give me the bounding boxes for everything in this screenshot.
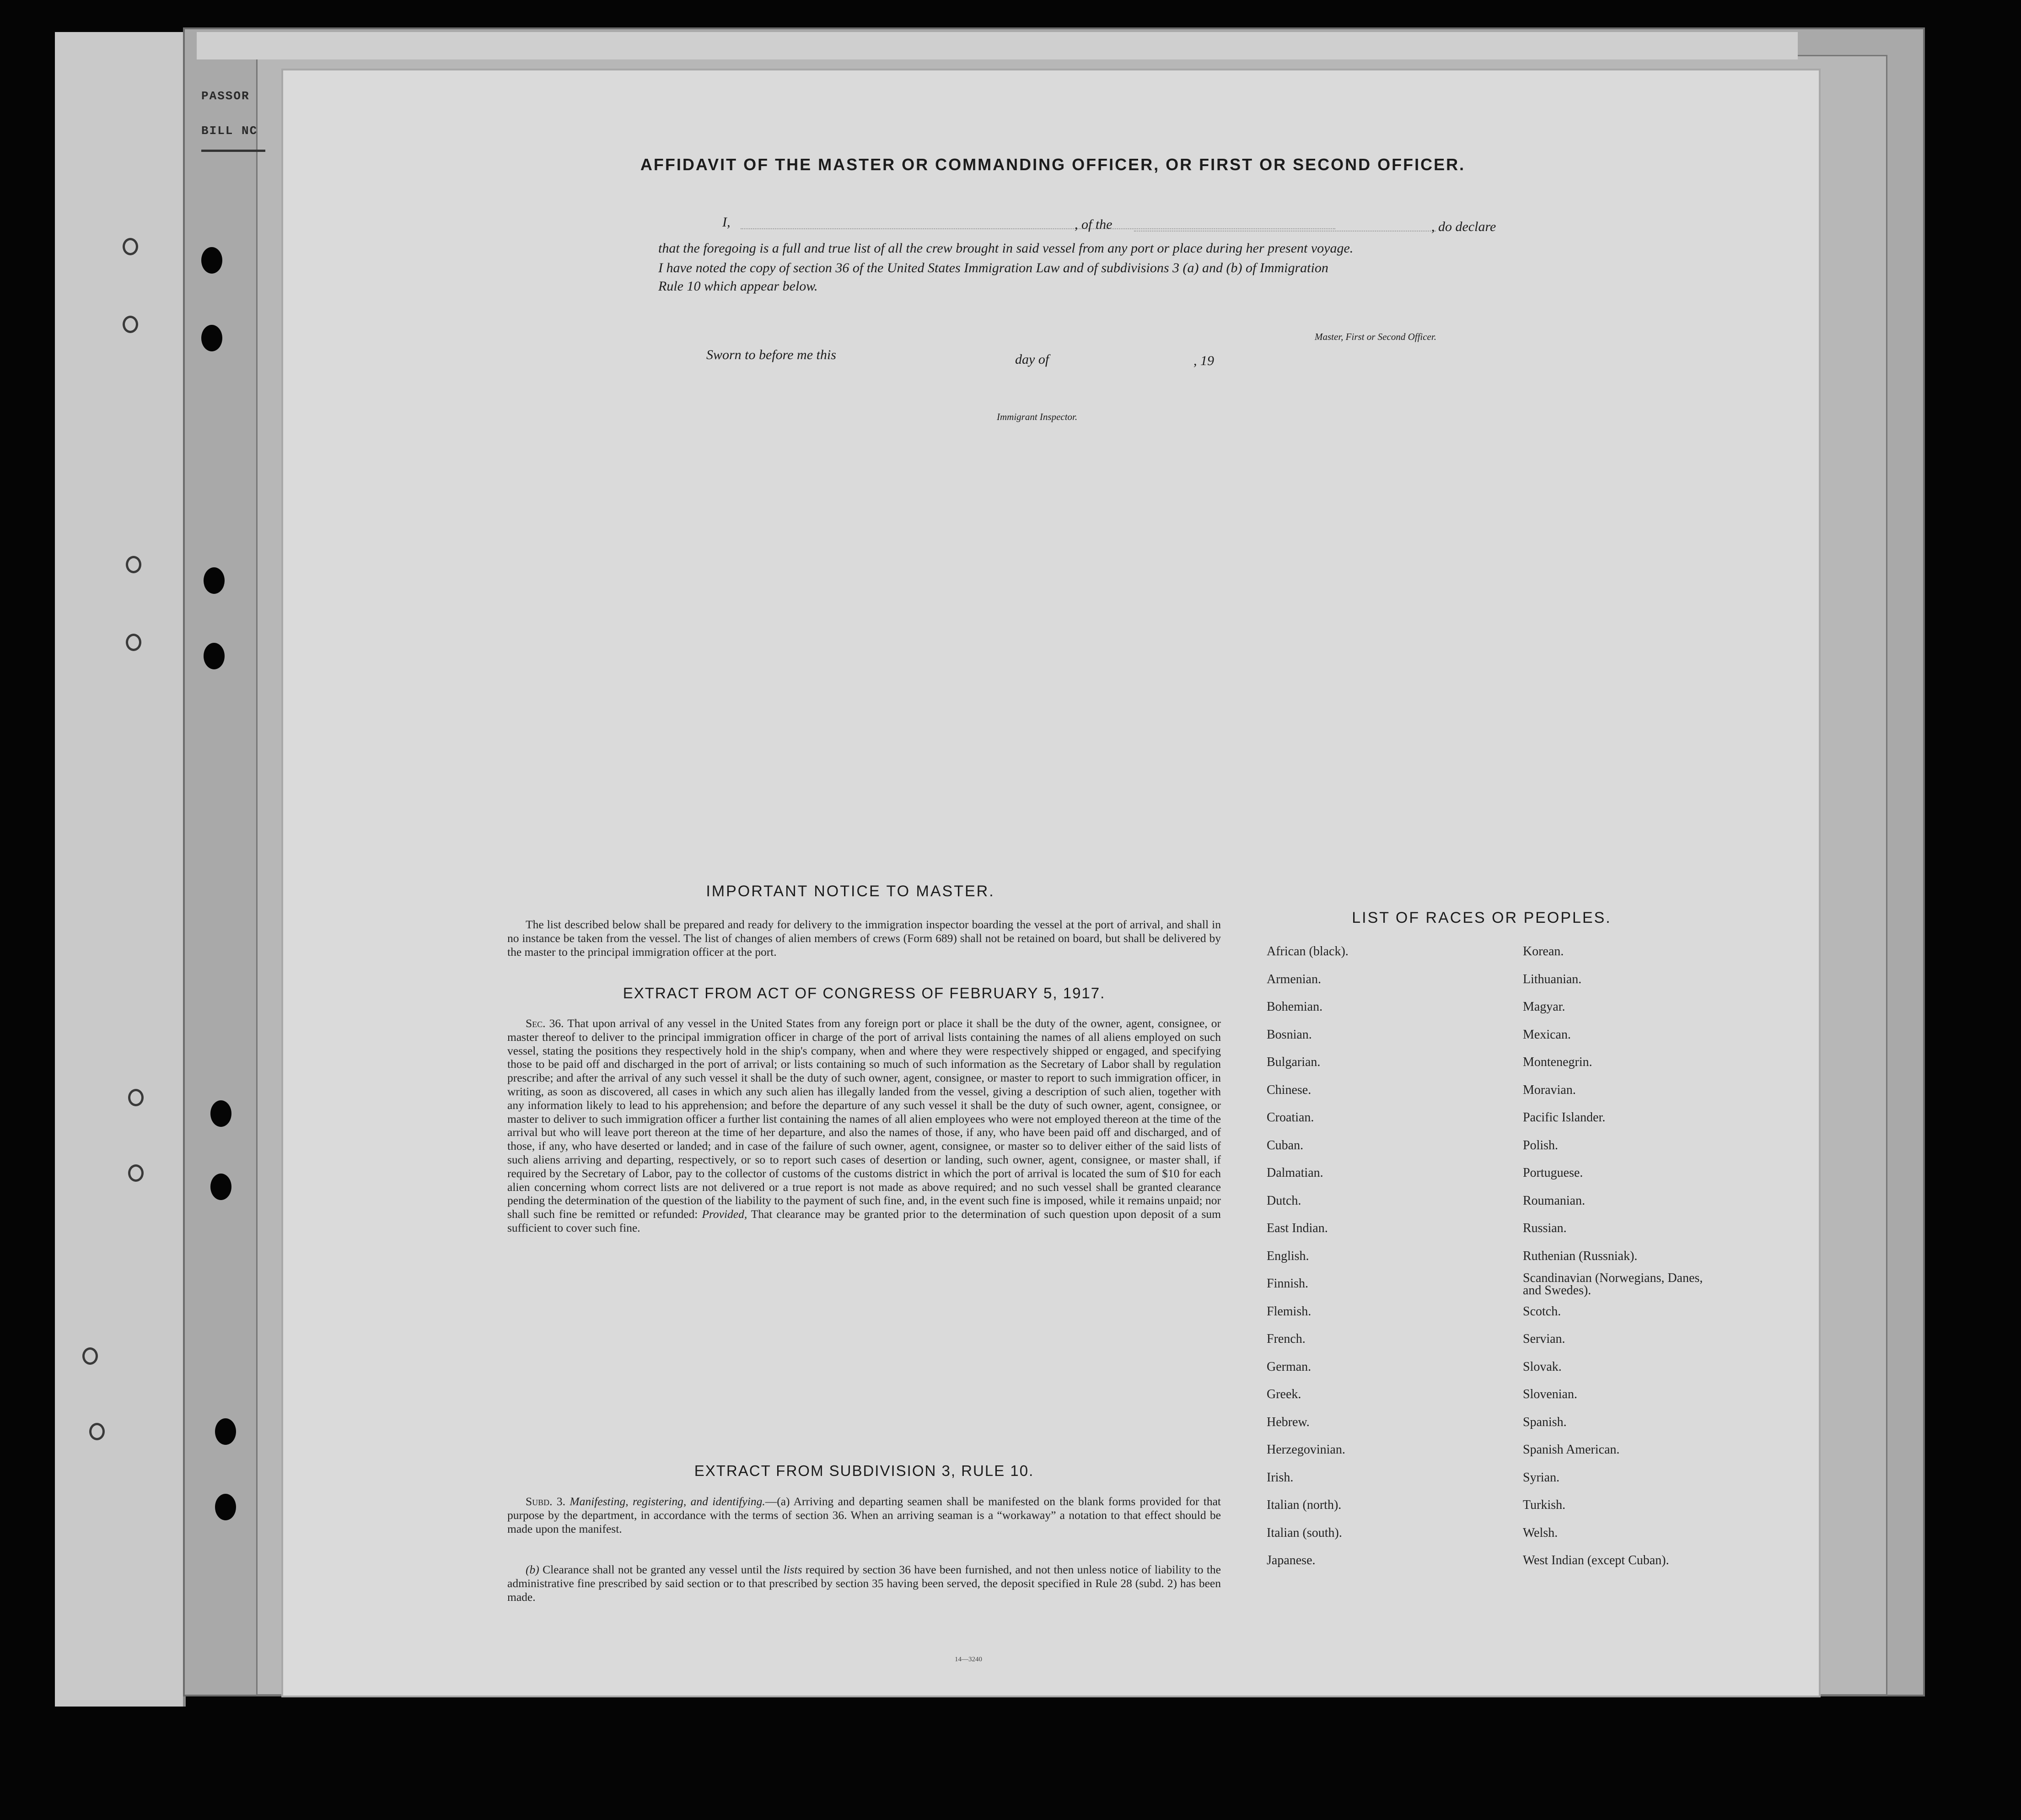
notice-text: The list described below shall be prepared and ready for delivery to the immigration inspector boarding the vessel at the port of arrival, and shall in no instance be taken from the vessel. The list of changes of alien members of crews (Form 689) shall not be retained on board, but shall be delivered by the master to the principal immigration officer at the port.	[507, 918, 1221, 958]
form-number: 14—3240	[955, 1656, 982, 1663]
ring-hole-icon	[123, 238, 138, 255]
ring-hole-icon	[123, 316, 138, 333]
race-item-left: English.	[1267, 1249, 1309, 1263]
race-item-left: Dutch.	[1267, 1193, 1301, 1208]
race-item-right: Russian.	[1523, 1221, 1567, 1235]
extract-rule-title: EXTRACT FROM SUBDIVISION 3, RULE 10.	[694, 1462, 1034, 1479]
race-item-right: Polish.	[1523, 1138, 1559, 1152]
affidavit-do-declare: , do declare	[1431, 219, 1496, 234]
race-item-left: Flemish.	[1267, 1304, 1312, 1319]
race-item-left: Chinese.	[1267, 1082, 1312, 1097]
race-item-right: Roumanian.	[1523, 1193, 1586, 1208]
punch-hole-icon	[215, 1418, 236, 1445]
race-item-right: Ruthenian (Russniak).	[1523, 1249, 1638, 1263]
race-item-left: Greek.	[1267, 1387, 1301, 1401]
races-title: LIST OF RACES OR PEOPLES.	[1352, 909, 1612, 926]
race-item-left: Hebrew.	[1267, 1415, 1310, 1429]
race-item-left: Japanese.	[1267, 1553, 1316, 1567]
race-item-right: Moravian.	[1523, 1082, 1576, 1097]
race-item-left: Croatian.	[1267, 1110, 1314, 1125]
year-text: , 19	[1193, 353, 1214, 368]
race-item-right: Scotch.	[1523, 1304, 1561, 1319]
para-a-label: —(a)	[765, 1495, 790, 1508]
affidavit-line-2: that the foregoing is a full and true list of all the crew brought in said vessel from any port or place during her present voyage.	[658, 241, 1354, 256]
subd-heading: Manifesting, registering, and identifying.	[570, 1495, 765, 1508]
day-of-text: day of	[1015, 352, 1049, 367]
punch-hole-icon	[201, 247, 222, 274]
para-b-lists: lists	[783, 1563, 802, 1576]
section-text-end: That clearance may be granted prior to the determination of such question upon deposit of a sum sufficient to cover such fine.	[507, 1207, 1221, 1234]
race-item-left: Bulgarian.	[1267, 1055, 1321, 1069]
race-item-left: African (black).	[1267, 944, 1349, 958]
race-item-left: French.	[1267, 1332, 1306, 1346]
ring-hole-icon	[128, 1089, 144, 1106]
underlying-sheet-top-edge	[197, 32, 1798, 59]
race-item-left: Irish.	[1267, 1470, 1294, 1485]
race-item-right: Mexican.	[1523, 1027, 1571, 1042]
extract-rule-para-b	[507, 1563, 1221, 1604]
race-item-left: Cuban.	[1267, 1138, 1304, 1152]
punch-hole-icon	[215, 1494, 236, 1520]
section-label: Sec. 36.	[526, 1017, 564, 1030]
race-item-right: Scandinavian (Norwegians, Danes, and Swedes).	[1523, 1271, 1703, 1298]
race-item-left: Italian (north).	[1267, 1498, 1342, 1512]
section-text: That upon arrival of any vessel in the United States from any foreign port or place it shall be the duty of the owner, agent, consignee, or master thereof to deliver to the principal immigration officer in charge of the port of arrival lists containing the names of all aliens employed on such vessel, stating the positions they respectively hold in the ship's company, when and where they were respectively shipped or engaged, and specifying those to be paid off and discharged in the port of arrival; or lists containing so much of such information as the Secretary of Labor shall by regulation prescribe; and after the arrival of any such vessel it shall be the duty of such owner, agent, consignee, or master to report to such immigration officer, in writing, as soon as discovered, all cases in which any such alien has illegally landed from the vessel, giving a description of such alien, together with any information likely to lead to his apprehension; and before the departure of any such vessel it shall be the duty of such owner, agent, consignee, or master to deliver to such immigration officer a further list containing the names of all alien employees who were not employed thereon at the time of the arrival but who will leave port thereon at the time of her departure, and also the names of those, if any, who have been paid off and discharged, and of those, if any, who have deserted or landed; and in case of the failure of such owner, agent, consignee, or master so to deliver either of the said lists of such aliens arriving and departing, respectively, or so to report such cases of desertion or landing, such owner, agent, consignee, or master shall, if required by the Secretary of Labor, pay to the collector of customs of the customs district in which the port of arrival is located the sum of $10 for each alien concerning whom correct lists are not delivered or a true report is not made as above required; and no such vessel shall be granted clearance pending the determination of the question of the liability to the payment of such fine, and, in the event such fine is imposed, while it remains unpaid; nor shall such fine be remitted or refunded:	[507, 1017, 1221, 1221]
race-item-right: Lithuanian.	[1523, 972, 1582, 986]
race-item-right: Syrian.	[1523, 1470, 1560, 1485]
affidavit-title: AFFIDAVIT OF THE MASTER OR COMMANDING OFFICER, OR FIRST OR SECOND OFFICER.	[640, 155, 1466, 174]
ring-hole-icon	[82, 1347, 98, 1365]
race-item-right: Servian.	[1523, 1332, 1565, 1346]
master-signature-caption: Master, First or Second Officer.	[1315, 331, 1436, 342]
race-item-left: Finnish.	[1267, 1276, 1309, 1291]
punch-hole-icon	[204, 643, 225, 669]
race-item-left: German.	[1267, 1359, 1312, 1374]
race-item-left: Italian (south).	[1267, 1525, 1342, 1540]
race-item-right: Montenegrin.	[1523, 1055, 1592, 1069]
ring-hole-icon	[126, 634, 141, 651]
race-item-right: Turkish.	[1523, 1498, 1566, 1512]
stamp-line-2: BILL NC	[201, 124, 258, 138]
notice-title: IMPORTANT NOTICE TO MASTER.	[706, 883, 995, 900]
extract-act-text	[507, 1017, 1221, 1235]
race-item-right: Welsh.	[1523, 1525, 1558, 1540]
race-item-left: Bohemian.	[1267, 1000, 1323, 1014]
race-item-right: Slovenian.	[1523, 1387, 1577, 1401]
subd-label: Subd. 3.	[526, 1495, 566, 1508]
ring-hole-icon	[126, 556, 141, 573]
stamp-line-1: PASSOR	[201, 89, 250, 103]
para-b-text-2: required by section 36 have been furnished, and not then unless notice of liability to the administrative fine prescribed by said section or to that prescribed by section 35 having been served, the deposit specified in Rule 28 (subd. 2) has been made.	[507, 1563, 1221, 1604]
inspector-caption: Immigrant Inspector.	[997, 411, 1078, 422]
race-item-left: East Indian.	[1267, 1221, 1328, 1235]
extract-act-title: EXTRACT FROM ACT OF CONGRESS OF FEBRUARY 5, 1917.	[623, 985, 1106, 1002]
race-item-right: Slovak.	[1523, 1359, 1562, 1374]
race-item-right: Korean.	[1523, 944, 1564, 958]
race-item-right: Spanish.	[1523, 1415, 1567, 1429]
race-item-left: Bosnian.	[1267, 1027, 1312, 1042]
punch-hole-icon	[204, 567, 225, 594]
stamp-rule	[201, 150, 265, 152]
affidavit-line-4: Rule 10 which appear below.	[658, 279, 818, 294]
race-item-right: Spanish American.	[1523, 1443, 1620, 1457]
underlying-sheet-left	[55, 32, 186, 1707]
para-b-text-1: Clearance shall not be granted any vessel until the	[543, 1563, 780, 1576]
name-blank	[741, 228, 1335, 229]
vessel-blank	[1134, 231, 1436, 232]
race-item-right: Pacific Islander.	[1523, 1110, 1606, 1125]
para-b-label: (b)	[526, 1563, 539, 1576]
race-item-right: Magyar.	[1523, 1000, 1565, 1014]
race-item-left: Herzegovinian.	[1267, 1443, 1345, 1457]
punch-hole-icon	[210, 1100, 231, 1127]
provided-word: Provided,	[702, 1207, 747, 1221]
affidavit-line-3: I have noted the copy of section 36 of the United States Immigration Law and of subdivisions 3 (a) and (b) of Immigration	[658, 260, 1328, 275]
races-list	[1267, 944, 1770, 1658]
sworn-text: Sworn to before me this	[706, 347, 836, 362]
punch-hole-icon	[201, 325, 222, 351]
ring-hole-icon	[89, 1423, 105, 1440]
extract-rule-para-a	[507, 1495, 1221, 1535]
punch-hole-icon	[210, 1174, 231, 1200]
race-item-left: Dalmatian.	[1267, 1166, 1323, 1180]
stamp	[201, 89, 270, 152]
ring-hole-icon	[128, 1164, 144, 1182]
para-a-text: Arriving and departing seamen shall be manifested on the blank forms provided for that purpose by the department, in accordance with the terms of section 36. When an arriving seaman is a “workaway” a notation to that effect should be made upon the manifest.	[507, 1495, 1221, 1535]
race-item-left: Armenian.	[1267, 972, 1321, 986]
race-item-right: West Indian (except Cuban).	[1523, 1553, 1669, 1567]
affidavit-of-the: , of the	[1075, 217, 1113, 232]
race-item-right: Portuguese.	[1523, 1166, 1583, 1180]
affidavit-i: I,	[722, 215, 731, 230]
form-page	[281, 69, 1821, 1697]
